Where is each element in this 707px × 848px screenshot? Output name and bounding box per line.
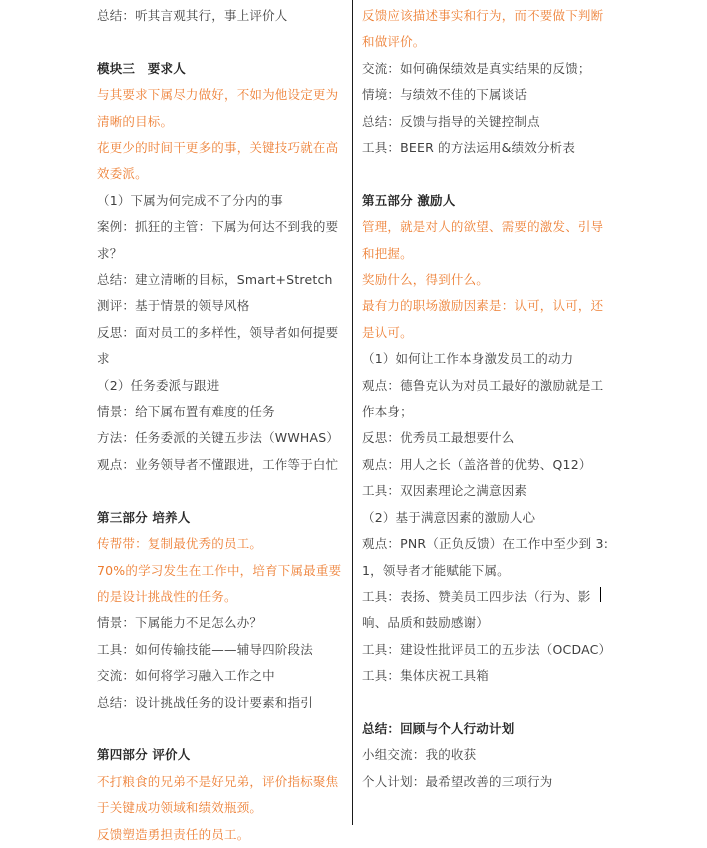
outline-item[interactable]: 反思：面对员工的多样性，领导者如何提要求	[97, 324, 339, 367]
outline-item[interactable]: 交流：如何确保绩效是真实结果的反馈；	[362, 60, 591, 76]
section-heading[interactable]: 模块三 要求人	[97, 60, 186, 76]
outline-item[interactable]: 工具：如何传输技能——辅导四阶段法	[97, 641, 313, 657]
section-heading[interactable]: 第五部分 激励人	[362, 192, 456, 208]
key-point-line[interactable]: 反馈应该描述事实和行为，而不要做下判断和做评价。	[362, 8, 604, 50]
outline-item[interactable]: 工具：集体庆祝工具箱	[362, 668, 490, 684]
key-point-line[interactable]: 反馈塑造勇担责任的员工。	[97, 826, 250, 842]
outline-item[interactable]: 总结：建立清晰的目标，Smart+Stretch	[97, 272, 333, 288]
key-point-line[interactable]: 70%的学习发生在工作中，培育下属最重要的是设计挑战性的任务。	[97, 562, 342, 604]
outline-item[interactable]: 观点：业务领导者不懂跟进，工作等于白忙	[97, 456, 339, 472]
right-column[interactable]	[362, 3, 610, 795]
outline-item[interactable]: 工具：BEER 的方法运用&绩效分析表	[362, 140, 576, 156]
outline-item[interactable]: 总结：反馈与指导的关键控制点	[362, 113, 540, 129]
key-point-line[interactable]: 最有力的职场激励因素是：认可，认可，还是认可。	[362, 298, 604, 340]
outline-item[interactable]: 测评：基于情景的领导风格	[97, 298, 250, 314]
outline-item[interactable]: 反思：优秀员工最想要什么	[362, 430, 515, 446]
outline-item[interactable]: 总结：听其言观其行，事上评价人	[97, 8, 288, 23]
outline-item[interactable]: 总结：设计挑战任务的设计要素和指引	[97, 694, 313, 710]
key-point-line[interactable]: 奖励什么，得到什么。	[362, 272, 490, 288]
outline-item[interactable]: （2）基于满意因素的激励人心	[362, 509, 536, 525]
outline-item[interactable]: 观点：PNR（正负反馈）在工作中至少到 3:1，领导者才能赋能下属。	[362, 536, 609, 578]
outline-item[interactable]: 案例：抓狂的主管：下属为何达不到我的要求？	[97, 219, 339, 261]
outline-item[interactable]: 工具：建设性批评员工的五步法（OCDAC）	[362, 641, 612, 657]
key-point-line[interactable]: 管理，就是对人的欲望、需要的激发、引导和把握。	[362, 219, 604, 261]
outline-item[interactable]: 交流：如何将学习融入工作之中	[97, 668, 275, 684]
key-point-line[interactable]: 花更少的时间干更多的事，关键技巧就在高效委派。	[97, 140, 339, 182]
outline-item[interactable]: 观点：用人之长（盖洛普的优势、Q12）	[362, 456, 592, 472]
outline-item[interactable]: 情景：下属能力不足怎么办？	[97, 615, 263, 631]
key-point-line[interactable]: 不打粮食的兄弟不是好兄弟，评价指标聚焦于关键成功领域和绩效瓶颈。	[97, 773, 339, 816]
outline-item[interactable]: 情景：给下属布置有难度的任务	[97, 404, 275, 420]
outline-item[interactable]: 个人计划：最希望改善的三项行为	[362, 773, 553, 789]
outline-item[interactable]: 小组交流：我的收获	[362, 747, 477, 763]
outline-item[interactable]: 工具：双因素理论之满意因素	[362, 483, 528, 499]
key-point-line[interactable]: 传帮带：复制最优秀的员工。	[97, 536, 263, 552]
left-column[interactable]	[97, 3, 349, 848]
outline-item[interactable]: （2）任务委派与跟进	[97, 377, 220, 393]
section-heading[interactable]: 总结：回顾与个人行动计划	[362, 720, 515, 736]
outline-item[interactable]: （1）如何让工作本身激发员工的动力	[362, 351, 574, 367]
outline-item[interactable]: （1）下属为何完成不了分内的事	[97, 192, 283, 208]
outline-item[interactable]: 工具：表扬、赞美员工四步法（行为、影响、品质和鼓励感谢）	[362, 588, 591, 631]
column-divider	[352, 0, 353, 825]
outline-item[interactable]: 方法：任务委派的关键五步法（WWHAS）	[97, 430, 340, 446]
section-heading[interactable]: 第四部分 评价人	[97, 747, 191, 763]
outline-item[interactable]: 观点：德鲁克认为对员工最好的激励就是工作本身；	[362, 377, 604, 420]
text-cursor	[600, 587, 601, 602]
key-point-line[interactable]: 与其要求下属尽力做好，不如为他设定更为清晰的目标。	[97, 87, 339, 129]
outline-item[interactable]: 情境：与绩效不佳的下属谈话	[362, 87, 528, 103]
section-heading[interactable]: 第三部分 培养人	[97, 509, 191, 525]
